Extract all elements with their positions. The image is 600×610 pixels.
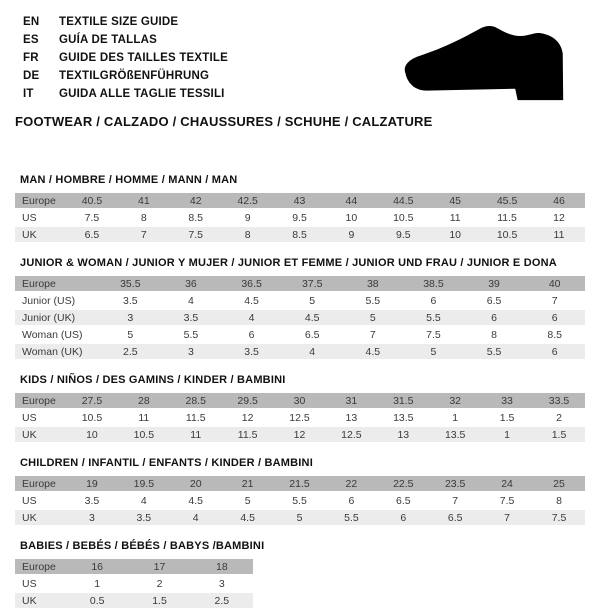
size-cell: 5.5 [343, 293, 404, 310]
size-cell: 1 [481, 427, 533, 444]
size-cell: 3 [191, 576, 253, 593]
size-cell: 30 [274, 393, 326, 410]
size-cell: 2 [533, 410, 585, 427]
size-cell: 11 [170, 427, 222, 444]
size-cell: 21.5 [274, 476, 326, 493]
size-cell: 22.5 [377, 476, 429, 493]
size-cell: 1.5 [533, 427, 585, 444]
size-cell: 22 [325, 476, 377, 493]
size-cell: 9 [222, 210, 274, 227]
language-code: ES [23, 34, 39, 46]
table-row [15, 427, 585, 444]
size-table-children [15, 476, 585, 527]
size-cell: 10.5 [118, 427, 170, 444]
row-label: UK [15, 427, 66, 444]
table-row [15, 493, 585, 510]
row-label: US [15, 493, 66, 510]
table-row [15, 593, 253, 610]
size-cell: 10 [66, 427, 118, 444]
size-cell: 28 [118, 393, 170, 410]
row-label: Junior (UK) [15, 310, 100, 327]
size-cell: 38 [343, 276, 404, 293]
size-cell: 7.5 [66, 210, 118, 227]
size-cell: 7.5 [403, 327, 464, 344]
size-cell: 6.5 [282, 327, 343, 344]
size-cell: 25 [533, 476, 585, 493]
size-cell: 6.5 [429, 510, 481, 527]
size-cell: 12 [222, 410, 274, 427]
size-cell: 5.5 [325, 510, 377, 527]
size-cell: 2 [128, 576, 190, 593]
row-label: UK [15, 593, 66, 610]
section-title-junior-woman: JUNIOR & WOMAN / JUNIOR Y MUJER / JUNIOR ET FEMME / JUNIOR UND FRAU / JUNIOR E DONA [20, 257, 557, 269]
size-cell: 6 [221, 327, 282, 344]
size-cell: 18 [191, 559, 253, 576]
size-cell: 3.5 [118, 510, 170, 527]
row-label: Europe [15, 193, 66, 210]
size-cell: 21 [222, 476, 274, 493]
size-cell: 10 [429, 227, 481, 244]
size-cell: 8 [118, 210, 170, 227]
language-code: DE [23, 70, 40, 82]
size-cell: 1.5 [128, 593, 190, 610]
size-cell: 7 [118, 227, 170, 244]
shoe-silhouette-path [405, 26, 563, 100]
section-title-babies: BABIES / BEBÉS / BÉBÉS / BABYS /BAMBINI [20, 540, 265, 552]
size-cell: 43 [274, 193, 326, 210]
size-cell: 5 [274, 510, 326, 527]
size-cell: 8 [222, 227, 274, 244]
size-cell: 12 [274, 427, 326, 444]
table-header-row [15, 193, 585, 210]
size-cell: 24 [481, 476, 533, 493]
table-header-row [15, 276, 585, 293]
size-cell: 19.5 [118, 476, 170, 493]
size-cell: 2.5 [100, 344, 161, 361]
size-cell: 12 [533, 210, 585, 227]
section-kids [15, 374, 585, 444]
size-cell: 11 [118, 410, 170, 427]
row-label: US [15, 210, 66, 227]
size-cell: 44 [325, 193, 377, 210]
size-cell: 3 [66, 510, 118, 527]
size-cell: 5.5 [403, 310, 464, 327]
shoe-icon [396, 16, 586, 112]
size-cell: 16 [66, 559, 128, 576]
size-cell: 6 [377, 510, 429, 527]
size-cell: 6.5 [377, 493, 429, 510]
size-cell: 9 [325, 227, 377, 244]
size-table-junior-woman [15, 276, 585, 361]
size-cell: 33.5 [533, 393, 585, 410]
size-cell: 4.5 [222, 510, 274, 527]
size-cell: 7.5 [533, 510, 585, 527]
size-cell: 10.5 [481, 227, 533, 244]
size-cell: 5.5 [161, 327, 222, 344]
row-label: US [15, 576, 66, 593]
language-title: GUIDE DES TAILLES TEXTILE [59, 52, 228, 64]
section-title-kids: KIDS / NIÑOS / DES GAMINS / KINDER / BAMBINI [20, 374, 286, 386]
language-code: IT [23, 88, 34, 100]
row-label: Europe [15, 276, 100, 293]
size-cell: 5 [403, 344, 464, 361]
size-cell: 3.5 [221, 344, 282, 361]
size-cell: 8 [533, 493, 585, 510]
size-cell: 2.5 [191, 593, 253, 610]
size-cell: 4 [118, 493, 170, 510]
row-label: Europe [15, 559, 66, 576]
size-cell: 28.5 [170, 393, 222, 410]
size-cell: 6 [464, 310, 525, 327]
size-cell: 41 [118, 193, 170, 210]
table-row [15, 210, 585, 227]
size-cell: 44.5 [377, 193, 429, 210]
size-cell: 42 [170, 193, 222, 210]
size-cell: 32 [429, 393, 481, 410]
size-cell: 8 [464, 327, 525, 344]
size-cell: 12.5 [274, 410, 326, 427]
size-cell: 23.5 [429, 476, 481, 493]
size-cell: 13 [377, 427, 429, 444]
table-row [15, 576, 253, 593]
size-cell: 36 [161, 276, 222, 293]
size-cell: 7.5 [170, 227, 222, 244]
language-title: GUÍA DE TALLAS [59, 34, 157, 46]
size-cell: 8.5 [170, 210, 222, 227]
size-cell: 3.5 [100, 293, 161, 310]
size-cell: 3 [161, 344, 222, 361]
size-cell: 3.5 [161, 310, 222, 327]
size-cell: 4.5 [282, 310, 343, 327]
table-header-row [15, 476, 585, 493]
size-cell: 6 [325, 493, 377, 510]
size-cell: 13 [325, 410, 377, 427]
size-cell: 4 [161, 293, 222, 310]
row-label: Europe [15, 393, 66, 410]
size-cell: 11.5 [481, 210, 533, 227]
size-cell: 31 [325, 393, 377, 410]
table-header-row [15, 393, 585, 410]
size-cell: 36.5 [221, 276, 282, 293]
size-cell: 4.5 [221, 293, 282, 310]
size-cell: 5 [282, 293, 343, 310]
size-cell: 10 [325, 210, 377, 227]
size-cell: 27.5 [66, 393, 118, 410]
row-label: US [15, 410, 66, 427]
size-cell: 10.5 [377, 210, 429, 227]
size-cell: 45 [429, 193, 481, 210]
size-cell: 6 [524, 310, 585, 327]
size-cell: 9.5 [377, 227, 429, 244]
row-label: Europe [15, 476, 66, 493]
size-table-kids [15, 393, 585, 444]
size-cell: 42.5 [222, 193, 274, 210]
size-cell: 17 [128, 559, 190, 576]
size-cell: 45.5 [481, 193, 533, 210]
size-cell: 40.5 [66, 193, 118, 210]
language-title: GUIDA ALLE TAGLIE TESSILI [59, 88, 225, 100]
size-table-babies [15, 559, 253, 610]
size-cell: 33 [481, 393, 533, 410]
size-cell: 11 [533, 227, 585, 244]
size-cell: 4.5 [343, 344, 404, 361]
size-cell: 38.5 [403, 276, 464, 293]
size-cell: 4 [221, 310, 282, 327]
size-cell: 39 [464, 276, 525, 293]
size-cell: 1.5 [481, 410, 533, 427]
size-cell: 6 [403, 293, 464, 310]
size-cell: 29.5 [222, 393, 274, 410]
category-heading: FOOTWEAR / CALZADO / CHAUSSURES / SCHUHE / CALZATURE [15, 114, 433, 129]
size-cell: 11.5 [170, 410, 222, 427]
size-cell: 5 [343, 310, 404, 327]
size-cell: 8.5 [274, 227, 326, 244]
size-cell: 12.5 [325, 427, 377, 444]
table-row [15, 344, 585, 361]
row-label: UK [15, 227, 66, 244]
size-cell: 13.5 [429, 427, 481, 444]
size-cell: 5.5 [274, 493, 326, 510]
table-header-row [15, 559, 253, 576]
language-code: EN [23, 16, 40, 28]
language-title: TEXTILE SIZE GUIDE [59, 16, 179, 28]
size-cell: 40 [524, 276, 585, 293]
size-cell: 8.5 [524, 327, 585, 344]
section-junior-woman [15, 257, 585, 361]
size-cell: 4 [282, 344, 343, 361]
section-title-man: MAN / HOMBRE / HOMME / MANN / MAN [20, 174, 238, 186]
section-children [15, 457, 585, 527]
size-cell: 9.5 [274, 210, 326, 227]
size-cell: 5.5 [464, 344, 525, 361]
size-cell: 7 [481, 510, 533, 527]
size-cell: 6.5 [66, 227, 118, 244]
size-cell: 11.5 [222, 427, 274, 444]
size-cell: 7 [524, 293, 585, 310]
size-cell: 11 [429, 210, 481, 227]
row-label: UK [15, 510, 66, 527]
size-cell: 35.5 [100, 276, 161, 293]
size-cell: 13.5 [377, 410, 429, 427]
size-cell: 20 [170, 476, 222, 493]
row-label: Junior (US) [15, 293, 100, 310]
size-cell: 1 [66, 576, 128, 593]
section-title-children: CHILDREN / INFANTIL / ENFANTS / KINDER / BAMBINI [20, 457, 313, 469]
size-cell: 6 [524, 344, 585, 361]
row-label: Woman (US) [15, 327, 100, 344]
section-man [15, 174, 585, 244]
size-cell: 7 [429, 493, 481, 510]
table-row [15, 310, 585, 327]
size-table-man [15, 193, 585, 244]
size-cell: 37.5 [282, 276, 343, 293]
size-cell: 46 [533, 193, 585, 210]
size-cell: 10.5 [66, 410, 118, 427]
size-cell: 4.5 [170, 493, 222, 510]
size-cell: 0.5 [66, 593, 128, 610]
size-cell: 5 [222, 493, 274, 510]
table-row [15, 227, 585, 244]
size-cell: 4 [170, 510, 222, 527]
table-row [15, 293, 585, 310]
size-cell: 19 [66, 476, 118, 493]
size-cell: 5 [100, 327, 161, 344]
size-cell: 7 [343, 327, 404, 344]
size-cell: 1 [429, 410, 481, 427]
size-cell: 3.5 [66, 493, 118, 510]
table-row [15, 410, 585, 427]
table-row [15, 510, 585, 527]
language-title: TEXTILGRÖßENFÜHRUNG [59, 70, 210, 82]
size-cell: 3 [100, 310, 161, 327]
size-cell: 6.5 [464, 293, 525, 310]
size-cell: 7.5 [481, 493, 533, 510]
language-code: FR [23, 52, 39, 64]
row-label: Woman (UK) [15, 344, 100, 361]
size-cell: 31.5 [377, 393, 429, 410]
table-row [15, 327, 585, 344]
